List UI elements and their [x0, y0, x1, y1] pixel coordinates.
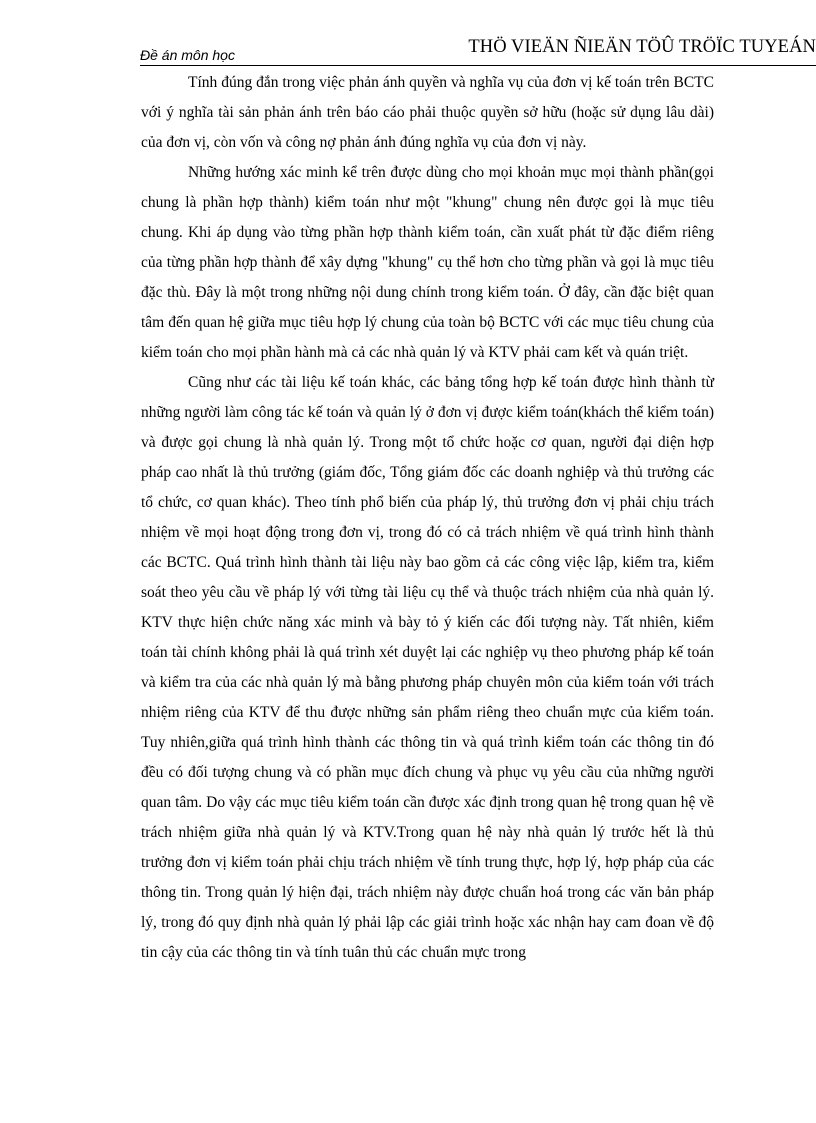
header-library-name: THÖ VIEÄN ÑIEÄN TÖÛ TRÖÏC TUYEÁN — [468, 37, 816, 57]
paragraph: Những hướng xác minh kể trên được dùng cho mọi khoản mục mọi thành phần(gọi chung là phần hợp thành) kiểm toán như một "khung" chung nên được gọi là mục tiêu chung. Khi áp dụng vào từng phần hợp thành kiểm toán, cần xuất phát từ đặc điểm riêng của từng phần hợp thành để xây dựng "khung" cụ thể hơn cho từng phần và gọi là mục tiêu đặc thù. Đây là một trong những nội dung chính trong kiểm toán. Ở đây, cần đặc biệt quan tâm đến quan hệ giữa mục tiêu hợp lý chung của toàn bộ BCTC với các mục tiêu chung của kiểm toán cho mọi phần hành mà cả các nhà quản lý và KTV phải cam kết và quán triệt. — [141, 164, 714, 361]
header-document-type: Đề án môn học — [140, 47, 235, 63]
header-divider — [140, 65, 816, 66]
paragraph: Cũng như các tài liệu kế toán khác, các bảng tổng hợp kế toán được hình thành từ những người làm công tác kế toán và quản lý ở đơn vị được kiểm toán(khách thể kiểm toán) và được gọi chung là nhà quản lý. Trong một tổ chức hoặc cơ quan, người đại diện hợp pháp cao nhất là thủ trưởng (giám đốc, Tổng giám đốc các doanh nghiệp và thủ trưởng các tổ chức, cơ quan khác). Theo tính phổ biến của pháp lý, thủ trưởng đơn vị phải chịu trách nhiệm về mọi hoạt động trong đơn vị, trong đó có cả trách nhiệm về quá trình hình thành các BCTC. Quá trình hình thành tài liệu này bao gồm cả các công việc lập, kiểm tra, kiểm soát theo yêu cầu về pháp lý với từng tài liệu cụ thể và thuộc trách nhiệm của nhà quản lý. KTV thực hiện chức năng xác minh và bày tỏ ý kiến các đối tượng này. Tất nhiên, kiểm toán tài chính không phải là quá trình xét duyệt lại các nghiệp vụ theo phương pháp kế toán và kiểm tra của các nhà quản lý mà bằng phương pháp chuyên môn của kiểm toán với trách nhiệm riêng của KTV để thu được những sản phẩm riêng theo chuẩn mực của kiểm toán. Tuy nhiên,giữa quá trình hình thành các thông tin và quá trình kiểm toán các thông tin đó đều có đối tượng chung và có phần mục đích chung và phục vụ yêu cầu của những người quan tâm. Do vậy các mục tiêu kiểm toán cần được xác định trong quan hệ trong quan hệ về trách nhiệm giữa nhà quản lý và KTV.Trong quan hệ này nhà quản lý trước hết là thủ trưởng đơn vị kiểm toán phải chịu trách nhiệm về tính trung thực, hợp lý, hợp pháp của các thông tin. Trong quản lý hiện đại, trách nhiệm này được chuẩn hoá trong các văn bản pháp lý, trong đó quy định nhà quản lý phải lập các giải trình hoặc xác nhận hay cam đoan về độ tin cậy của các thông tin và tính tuân thủ các chuẩn mực trong — [141, 374, 714, 961]
page-header — [140, 34, 816, 70]
paragraph: Tính đúng đắn trong việc phản ánh quyền và nghĩa vụ của đơn vị kế toán trên BCTC với ý nghĩa tài sản phản ánh trên báo cáo phải thuộc quyền sở hữu (hoặc sử dụng lâu dài) của đơn vị, còn vốn và công nợ phản ánh đúng nghĩa vụ của đơn vị này. — [141, 74, 714, 151]
document-body — [141, 68, 714, 968]
